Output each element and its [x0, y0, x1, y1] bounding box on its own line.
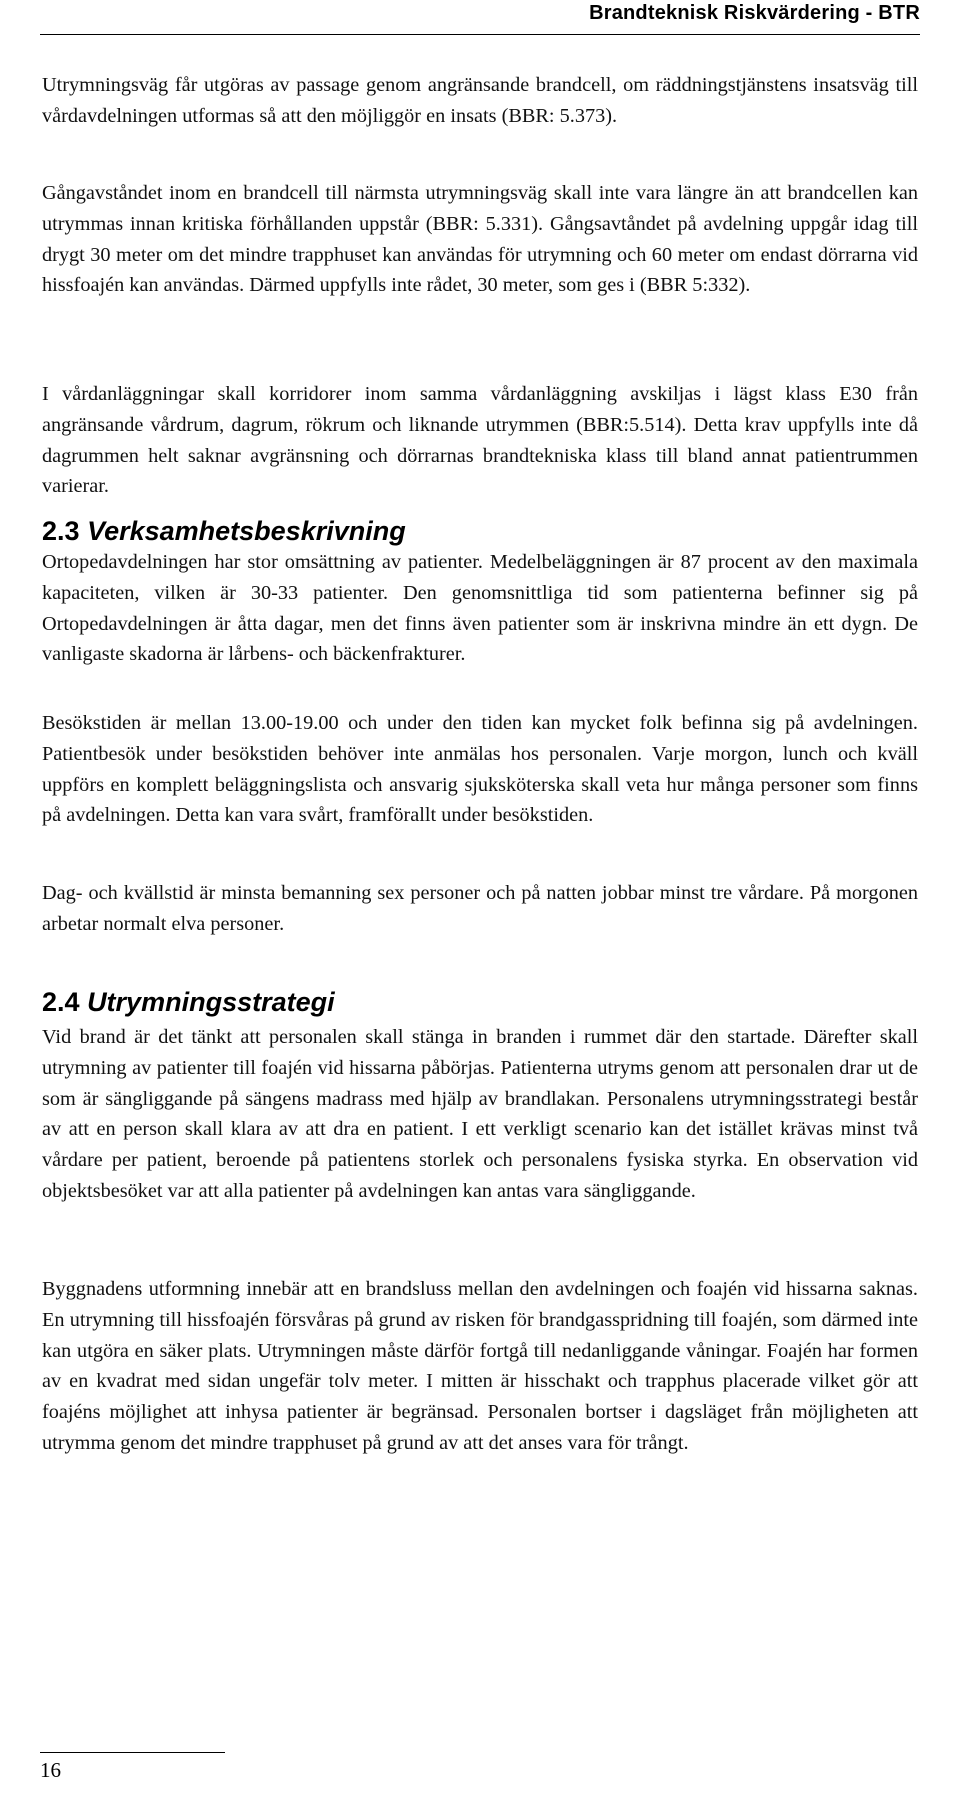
section-title: Utrymningsstrategi — [87, 987, 335, 1017]
section-number: 2.3 — [42, 516, 80, 546]
running-header: Brandteknisk Riskvärdering - BTR — [589, 2, 920, 24]
paragraph-building-layout: Byggnadens utformning innebär att en brandsluss mellan den avdelningen och foajén vid hissarna saknas. En utrymning till hissfoajén försvåras på grund av risken för brandgasspridning till foajén, som därmed inte kan utgöra en säker plats. Utrymningen måste därför fortgå till nedanliggande våningar. Foajén har formen av en kvadrat med sidan ungefär tolv meter. I mitten är hisschakt och trapphus placerade vilket gör att foajéns möjlighet att inhysa patienter är begränsad. Personalen bortser i dagsläget från möjligheten att utrymma genom det mindre trapphuset på grund av att det anses vara för trångt. — [42, 1278, 918, 1454]
paragraph-walking-distance: Gångavståndet inom en brandcell till närmsta utrymningsväg skall inte vara längre än att brandcellen kan utrymmas innan kritiska förhållanden uppstår (BBR: 5.331). Gångsavtåndet på avdelning uppgår idag till drygt 30 meter om det mindre trapphuset kan användas för utrymning och 60 meter om endast dörrarna vid hissfoajén kan användas. Därmed uppfylls inte rådet, 30 meter, som ges i (BBR 5:332). — [42, 182, 918, 297]
section-heading-2-4 — [42, 985, 335, 1019]
paragraph-patient-turnover: Ortopedavdelningen har stor omsättning av patienter. Medelbeläggningen är 87 procent av den maximala kapaciteten, vilken är 30-33 patienter. Den genomsnittliga tid som patienterna befinner sig på Ortopedavdelningen är åtta dagar, men det finns även patienter som är inskrivna mindre än ett dygn. De vanligaste skadorna är lårbens- och bäckenfrakturer. — [42, 551, 918, 666]
paragraph-visiting-hours: Besökstiden är mellan 13.00-19.00 och under den tiden kan mycket folk befinna sig på avdelningen. Patientbesök under besökstiden behöver inte anmälas hos personalen. Varje morgon, lunch och kväll uppförs en komplett beläggningslista och ansvarig sjuksköterska skall veta hur många personer som finns på avdelningen. Detta kan vara svårt, framförallt under besökstiden. — [42, 712, 918, 827]
header-rule — [40, 34, 920, 35]
paragraph-corridor-separation: I vårdanläggningar skall korridorer inom samma vårdanläggning avskiljas i lägst klass E30 från angränsande vårdrum, dagrum, rökrum och liknande utrymmen (BBR:5.514). Detta krav uppfylls inte då dagrummen helt saknar avgränsning och dörrarnas brandtekniska klass till bland annat patientrummen varierar. — [42, 383, 918, 498]
section-number: 2.4 — [42, 987, 80, 1017]
paragraph-fire-strategy: Vid brand är det tänkt att personalen skall stänga in branden i rummet där den startade. Därefter skall utrymning av patienter till foajén vid hissarna påbörjas. Patienterna utryms genom att personalen drar ut de som är sängliggande på sängens madrass med hjälp av brandlakan. Personalens utrymningsstrategi består av att en person skall klara av att dra en patient. I ett verkligt scenario kan det istället krävas minst två vårdare per patient, beroende på patientens storlek och personalens fysiska styrka. En observation vid objektsbesöket var att alla patienter på avdelningen kan antas vara sängliggande. — [42, 1026, 918, 1202]
paragraph-staffing: Dag- och kvällstid är minsta bemanning sex personer och på natten jobbar minst tre vårdare. På morgonen arbetar normalt elva personer. — [42, 882, 918, 935]
section-heading-2-3 — [42, 514, 406, 548]
section-title: Verksamhetsbeskrivning — [87, 516, 406, 546]
paragraph-escape-route: Utrymningsväg får utgöras av passage genom angränsande brandcell, om räddningstjänstens insatsväg till vårdavdelningen utformas så att den möjliggör en insats (BBR: 5.373). — [42, 74, 918, 127]
page-number: 16 — [40, 1758, 61, 1782]
footer-rule — [40, 1752, 225, 1753]
